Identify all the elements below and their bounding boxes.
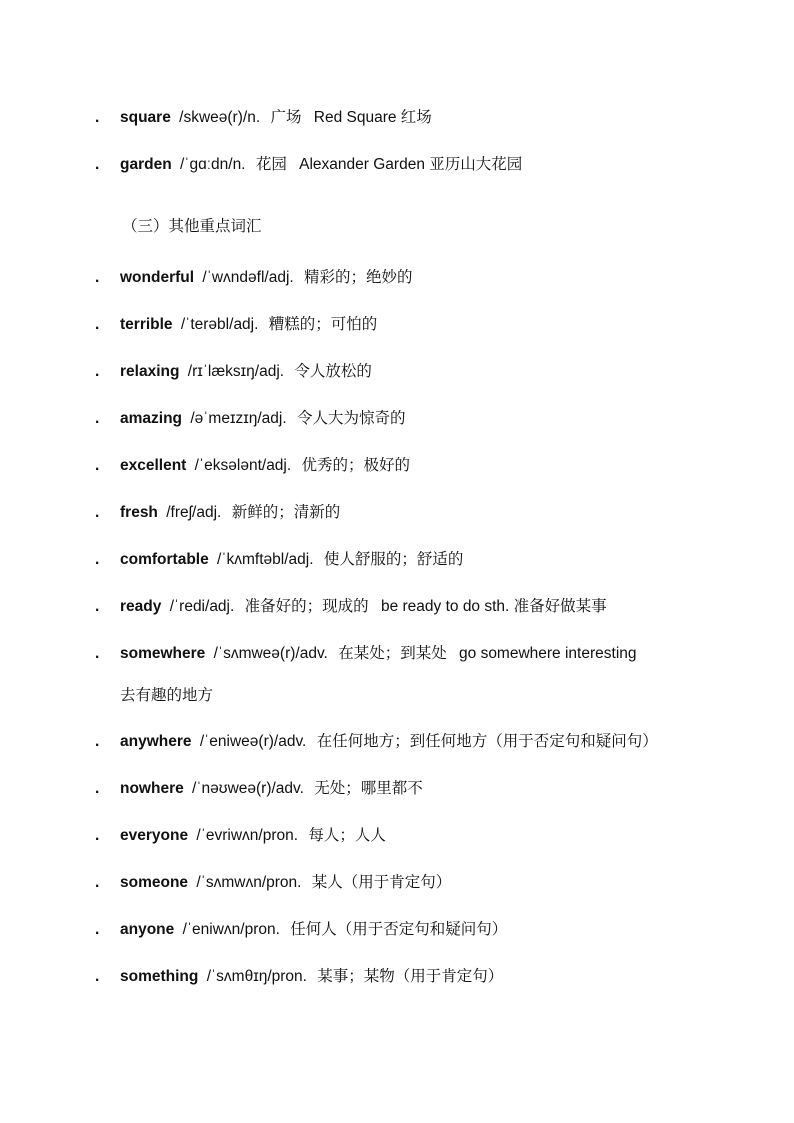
meaning: 使人舒服的；舒适的 <box>323 551 464 568</box>
bullet-marker: . <box>95 504 100 521</box>
pronunciation: /əˈmeɪzɪŋ/ <box>190 410 262 427</box>
entry-content <box>120 869 451 897</box>
pronunciation: /rɪˈlæksɪŋ/ <box>187 363 260 380</box>
section-heading: （三）其他重点词汇 <box>122 218 262 235</box>
part-of-speech: adj. <box>268 269 294 286</box>
vocab-word: garden <box>120 156 172 173</box>
part-of-speech: adj. <box>209 598 235 615</box>
bullet-marker: . <box>95 269 100 286</box>
meaning: 广场 <box>270 109 302 126</box>
vocab-word: comfortable <box>120 551 209 568</box>
bullet-marker: . <box>95 968 100 985</box>
meaning: 某人（用于肯定句） <box>311 874 452 891</box>
pronunciation: /skweə(r)/ <box>179 109 248 126</box>
vocab-word: nowhere <box>120 780 184 797</box>
vocab-entry-fresh <box>0 499 794 527</box>
part-of-speech: adj. <box>261 410 287 427</box>
entry-continuation: 去有趣的地方 <box>120 687 214 704</box>
entry-content <box>120 405 406 433</box>
vocab-word: something <box>120 968 199 985</box>
bullet-marker: . <box>95 156 100 173</box>
bullet-marker: . <box>95 733 100 750</box>
meaning: 每人；人人 <box>308 827 386 844</box>
entry-content <box>120 311 377 339</box>
pronunciation: /ˈeniweə(r)/ <box>199 733 279 750</box>
vocab-word: everyone <box>120 827 189 844</box>
vocab-entry-ready <box>0 593 794 621</box>
bullet-marker: . <box>95 457 100 474</box>
vocab-entry-anywhere <box>0 728 794 756</box>
meaning: 在任何地方；到任何地方（用于否定句和疑问句） <box>316 733 658 750</box>
vocab-entry-comfortable <box>0 546 794 574</box>
pronunciation: /ˈsʌmweə(r)/ <box>213 645 300 662</box>
part-of-speech: adj. <box>266 457 292 474</box>
part-of-speech: n. <box>247 109 261 126</box>
vocab-entry-everyone <box>0 822 794 850</box>
bullet-marker: . <box>95 316 100 333</box>
part-of-speech: adj. <box>288 551 314 568</box>
part-of-speech: adj. <box>233 316 259 333</box>
meaning: 令人大为惊奇的 <box>296 410 406 427</box>
bullet-marker: . <box>95 598 100 615</box>
pronunciation: /ˈeksələnt/ <box>194 457 267 474</box>
bullet-marker: . <box>95 363 100 380</box>
part-of-speech: pron. <box>266 874 302 891</box>
meaning: 精彩的；绝妙的 <box>304 269 413 286</box>
meaning: 无处；哪里都不 <box>314 780 423 797</box>
example-phrase: Alexander Garden 亚历山大花园 <box>299 156 523 173</box>
vocab-word: excellent <box>120 457 187 474</box>
vocab-entry-amazing <box>0 405 794 433</box>
vocab-word: fresh <box>120 504 158 521</box>
part-of-speech: adj. <box>259 363 285 380</box>
bullet-marker: . <box>95 109 100 126</box>
entry-content <box>120 358 372 386</box>
vocab-word: square <box>120 109 171 126</box>
pronunciation: /ˈterəbl/ <box>180 316 234 333</box>
bullet-marker: . <box>95 551 100 568</box>
example-phrase: be ready to do sth. 准备好做某事 <box>380 598 607 615</box>
entry-content <box>120 728 658 756</box>
bullet-marker: . <box>95 921 100 938</box>
bullet-marker: . <box>95 780 100 797</box>
vocab-entry-garden <box>0 151 794 179</box>
meaning: 任何人（用于否定句和疑问句） <box>290 921 508 938</box>
pronunciation: /ˈevriwʌn/ <box>196 827 263 844</box>
meaning: 优秀的；极好的 <box>301 457 411 474</box>
pronunciation: /ˈsʌmθɪŋ/ <box>206 968 272 985</box>
example-phrase: Red Square 红场 <box>313 109 432 126</box>
entry-content <box>120 151 522 179</box>
entry-content <box>120 916 507 944</box>
meaning: 令人放松的 <box>294 363 372 380</box>
entry-content <box>120 264 413 292</box>
part-of-speech: pron. <box>244 921 280 938</box>
part-of-speech: pron. <box>271 968 307 985</box>
vocab-word: someone <box>120 874 189 891</box>
vocab-word: somewhere <box>120 645 206 662</box>
entry-content <box>120 546 463 574</box>
bullet-marker: . <box>95 645 100 662</box>
meaning: 在某处；到某处 <box>338 645 447 662</box>
bullet-marker: . <box>95 410 100 427</box>
pronunciation: /ˈwʌndəfl/ <box>202 269 269 286</box>
part-of-speech: pron. <box>262 827 299 844</box>
vocab-entry-square <box>0 104 794 132</box>
entry-content <box>120 593 607 621</box>
vocab-entry-anyone <box>0 916 794 944</box>
meaning: 花园 <box>255 156 287 173</box>
pronunciation: /ˈsʌmwʌn/ <box>196 874 267 891</box>
entry-content <box>120 452 410 480</box>
meaning: 糟糕的；可怕的 <box>268 316 378 333</box>
meaning: 准备好的；现成的 <box>244 598 369 615</box>
vocab-entry-excellent <box>0 452 794 480</box>
example-phrase: go somewhere interesting <box>459 645 637 662</box>
meaning: 新鲜的；清新的 <box>231 504 341 521</box>
bullet-marker: . <box>95 827 100 844</box>
vocab-word: wonderful <box>120 269 195 286</box>
vocab-entry-somewhere <box>0 640 794 668</box>
pronunciation: /ˈnəʊweə(r)/ <box>192 780 276 797</box>
pronunciation: /freʃ/ <box>166 504 197 521</box>
vocab-entry-relaxing <box>0 358 794 386</box>
vocab-word: anyone <box>120 921 175 938</box>
vocab-entry-someone <box>0 869 794 897</box>
entry-content <box>120 963 503 991</box>
vocab-entry-nowhere <box>0 775 794 803</box>
part-of-speech: adj. <box>196 504 222 521</box>
entry-content <box>120 104 432 132</box>
vocab-entry-terrible <box>0 311 794 339</box>
meaning: 某事；某物（用于肯定句） <box>317 968 504 985</box>
part-of-speech: n. <box>232 156 246 173</box>
bullet-marker: . <box>95 874 100 891</box>
pronunciation: /ˈredi/ <box>169 598 210 615</box>
vocab-entry-something <box>0 963 794 991</box>
vocab-word: ready <box>120 598 162 615</box>
vocab-word: amazing <box>120 410 183 427</box>
entry-content <box>120 499 340 527</box>
entry-content <box>120 775 423 803</box>
vocab-entry-wonderful <box>0 264 794 292</box>
pronunciation: /ˈkʌmftəbl/ <box>217 551 289 568</box>
vocab-word: terrible <box>120 316 173 333</box>
part-of-speech: adv. <box>275 780 304 797</box>
entry-content <box>120 822 386 850</box>
pronunciation: /ˈɡɑːdn/ <box>180 156 233 173</box>
pronunciation: /ˈeniwʌn/ <box>182 921 245 938</box>
entry-content <box>120 640 637 668</box>
part-of-speech: adv. <box>278 733 307 750</box>
vocab-word: relaxing <box>120 363 180 380</box>
part-of-speech: adv. <box>299 645 328 662</box>
vocab-word: anywhere <box>120 733 192 750</box>
